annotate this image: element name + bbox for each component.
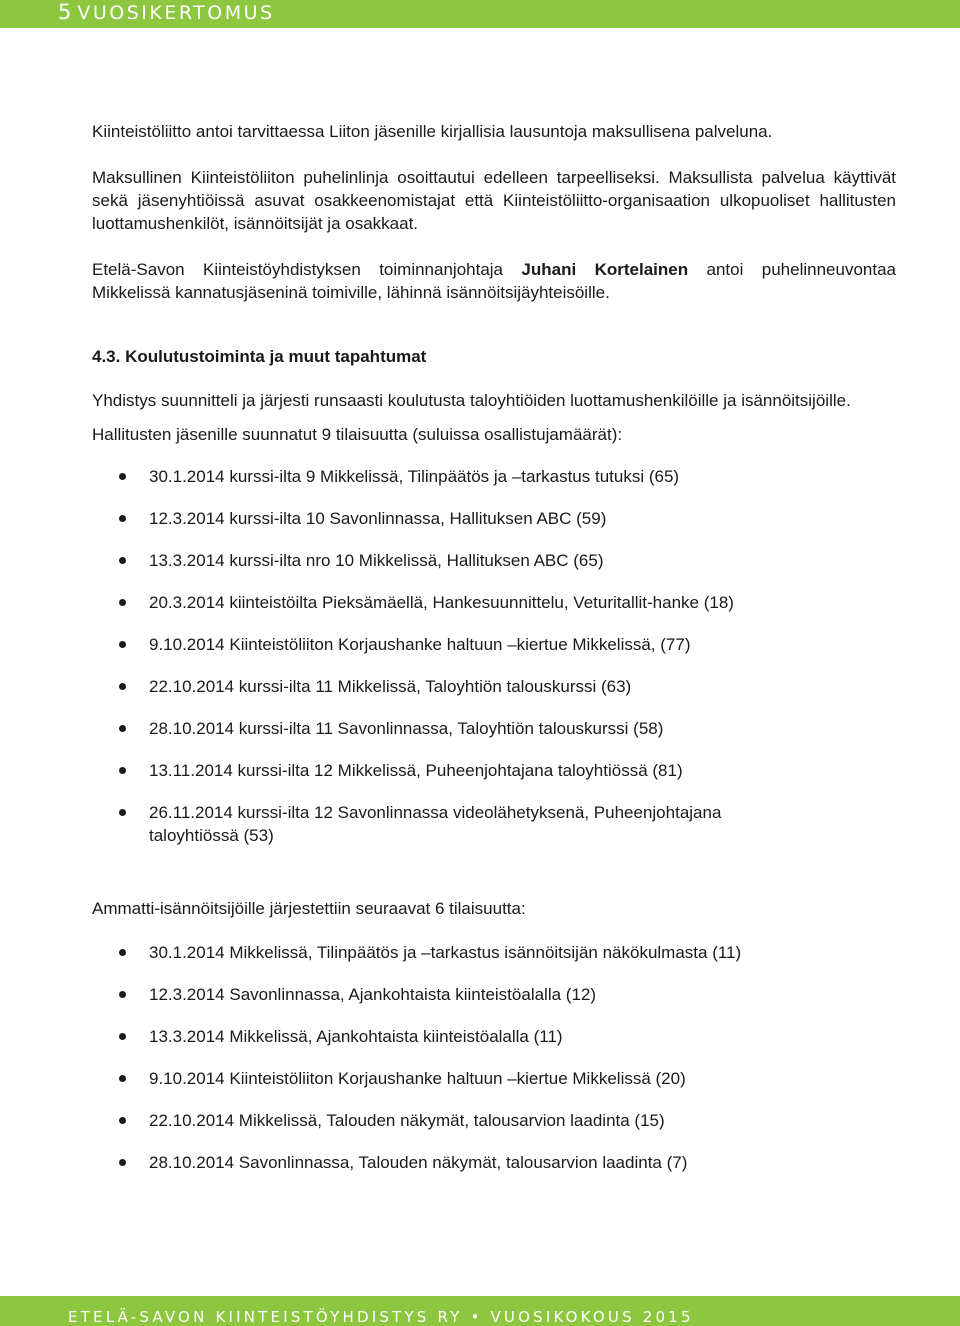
board-events-list: [92, 465, 896, 847]
list-item: 12.3.2014 kurssi-ilta 10 Savonlinnassa, Hallituksen ABC (59): [92, 507, 896, 530]
paragraph-phone-line: Maksullinen Kiinteistöliiton puhelinlinja osoittautui edelleen tarpeelliseksi. Maksullista palvelua käyttivät sekä jäsenyhtiöissä asuvat osakkeenomistajat että Kiinteistöliitto-organisaation ulkopuoliset hallitusten luottamushenkilöt, isännöitsijät ja osakkaat.: [92, 168, 896, 233]
list-item: 13.3.2014 kurssi-ilta nro 10 Mikkelissä, Hallituksen ABC (65): [92, 549, 896, 572]
bullet-icon: [119, 1075, 126, 1082]
list-item: 13.3.2014 Mikkelissä, Ajankohtaista kiinteistöalalla (11): [92, 1025, 896, 1048]
section-intro: Yhdistys suunnitteli ja järjesti runsaasti koulutusta taloyhtiöiden luottamushenkilöille ja isännöitsijöille.: [92, 391, 851, 410]
chapter-number: 5: [58, 0, 72, 24]
bullet-icon: [119, 515, 126, 522]
bullet-icon: [119, 991, 126, 998]
list-item: 30.1.2014 kurssi-ilta 9 Mikkelissä, Tilinpäätös ja –tarkastus tutuksi (65): [92, 465, 896, 488]
list-item: 9.10.2014 Kiinteistöliiton Korjaushanke haltuun –kiertue Mikkelissä, (77): [92, 633, 896, 656]
list-item: 9.10.2014 Kiinteistöliiton Korjaushanke haltuun –kiertue Mikkelissä (20): [92, 1067, 896, 1090]
list-item: 20.3.2014 kiinteistöilta Pieksämäellä, Hankesuunnittelu, Veturitallit-hanke (18): [92, 591, 896, 614]
bullet-icon: [119, 809, 126, 816]
bullet-icon: [119, 641, 126, 648]
list-item: 26.11.2014 kurssi-ilta 12 Savonlinnassa videolähetyksenä, Puheenjohtajana taloyhtiössä (53): [92, 801, 809, 847]
footer-text: ETELÄ-SAVON KIINTEISTÖYHDISTYS RY • VUOSIKOKOUS 2015: [68, 1308, 694, 1326]
page-content: [92, 120, 896, 1174]
paragraph-phone-advice: [92, 258, 896, 304]
bullet-icon: [119, 949, 126, 956]
bullet-icon: [119, 725, 126, 732]
list-item: 12.3.2014 Savonlinnassa, Ajankohtaista kiinteistöalalla (12): [92, 983, 896, 1006]
person-name: Juhani Kortelainen: [521, 260, 689, 279]
bullet-icon: [119, 557, 126, 564]
list-item: 22.10.2014 Mikkelissä, Talouden näkymät, talousarvion laadinta (15): [92, 1109, 896, 1132]
paragraph-statements: Kiinteistöliitto antoi tarvittaessa Liiton jäsenille kirjallisia lausuntoja maksullisena palveluna.: [92, 122, 773, 141]
advice-text-after: antoi puhelinneuvontaa Mikkelissä kannatusjäseninä toimiville, lähinnä isännöitsijäyhteisöille.: [92, 260, 896, 302]
header-title: [58, 1, 275, 24]
advice-text-before: Etelä-Savon Kiinteistöyhdistyksen toiminnanjohtaja: [92, 260, 522, 279]
manager-events-list: [92, 941, 896, 1174]
bullet-icon: [119, 767, 126, 774]
chapter-title: VUOSIKERTOMUS: [77, 2, 275, 24]
bullet-icon: [119, 473, 126, 480]
bullet-icon: [119, 1033, 126, 1040]
list-item: 22.10.2014 kurssi-ilta 11 Mikkelissä, Taloyhtiön talouskurssi (63): [92, 675, 896, 698]
manager-events-lead: Ammatti-isännöitsijöille järjestettiin seuraavat 6 tilaisuutta:: [92, 899, 526, 918]
list-item: 28.10.2014 Savonlinnassa, Talouden näkymät, talousarvion laadinta (7): [92, 1151, 896, 1174]
bullet-icon: [119, 1117, 126, 1124]
bullet-icon: [119, 1159, 126, 1166]
list-item: 30.1.2014 Mikkelissä, Tilinpäätös ja –tarkastus isännöitsijän näkökulmasta (11): [92, 941, 896, 964]
list-item: 28.10.2014 kurssi-ilta 11 Savonlinnassa, Taloyhtiön talouskurssi (58): [92, 717, 896, 740]
bullet-icon: [119, 599, 126, 606]
list-item: 13.11.2014 kurssi-ilta 12 Mikkelissä, Puheenjohtajana taloyhtiössä (81): [92, 759, 896, 782]
bullet-icon: [119, 683, 126, 690]
section-heading: 4.3. Koulutustoiminta ja muut tapahtumat: [92, 347, 427, 366]
board-events-lead: Hallitusten jäsenille suunnatut 9 tilaisuutta (suluissa osallistujamäärät):: [92, 425, 623, 444]
